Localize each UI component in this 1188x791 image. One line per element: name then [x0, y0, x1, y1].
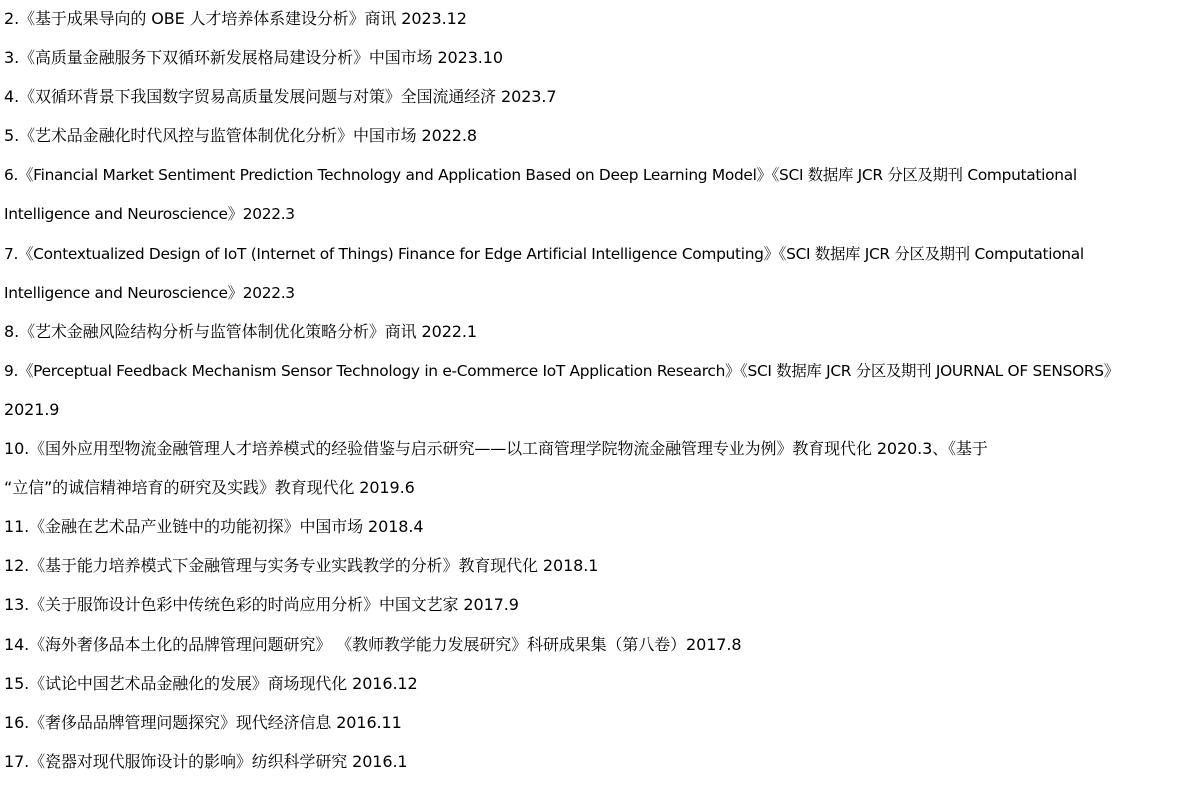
list-item: 4.《双循环背景下我国数字贸易高质量发展问题与对策》全国流通经济 2023.7	[4, 87, 557, 107]
list-item-continuation: “立信”的诚信精神培育的研究及实践》教育现代化 2019.6	[4, 478, 415, 498]
list-item: 3.《高质量金融服务下双循环新发展格局建设分析》中国市场 2023.10	[4, 48, 503, 68]
list-item-continuation: 2021.9	[4, 399, 60, 419]
list-item: 8.《艺术金融风险结构分析与监管体制优化策略分析》商讯 2022.1	[4, 321, 477, 341]
list-item-continuation: Intelligence and Neuroscience》2022.3	[4, 283, 295, 302]
list-item: 15.《试论中国艺术品金融化的发展》商场现代化 2016.12	[4, 673, 418, 693]
list-item: 9.《Perceptual Feedback Mechanism Sensor Technology in e-Commerce IoT Application Research》《SCI 数据库 JCR 分区及期刊 JOURNAL OF SENSORS》	[4, 361, 1119, 380]
list-item: 17.《瓷器对现代服饰设计的影响》纺织科学研究 2016.1	[4, 751, 408, 771]
list-item: 12.《基于能力培养模式下金融管理与实务专业实践教学的分析》教育现代化 2018.1	[4, 556, 599, 576]
list-item: 2.《基于成果导向的 OBE 人才培养体系建设分析》商讯 2023.12	[4, 9, 467, 28]
list-item: 5.《艺术品金融化时代风控与监管体制优化分析》中国市场 2022.8	[4, 126, 477, 146]
list-item: 7.《Contextualized Design of IoT (Internet of Things) Finance for Edge Artificial Intelligence Computing》《SCI 数据库 JCR 分区及期刊 Computational	[4, 244, 1084, 263]
list-item: 11.《金融在艺术品产业链中的功能初探》中国市场 2018.4	[4, 517, 424, 537]
list-item: 6.《Financial Market Sentiment Prediction Technology and Application Based on Deep Learning Model》《SCI 数据库 JCR 分区及期刊 Computational	[4, 166, 1077, 185]
list-item: 14.《海外奢侈品本土化的品牌管理问题研究》 《教师教学能力发展研究》科研成果集（第八卷）2017.8	[4, 634, 742, 654]
list-item-continuation: Intelligence and Neuroscience》2022.3	[4, 205, 295, 224]
list-item: 10.《国外应用型物流金融管理人才培养模式的经验借鉴与启示研究——以工商管理学院物流金融管理专业为例》教育现代化 2020.3、《基于	[4, 439, 988, 459]
list-item: 13.《关于服饰设计色彩中传统色彩的时尚应用分析》中国文艺家 2017.9	[4, 595, 519, 615]
list-item: 16.《奢侈品品牌管理问题探究》现代经济信息 2016.11	[4, 712, 402, 732]
